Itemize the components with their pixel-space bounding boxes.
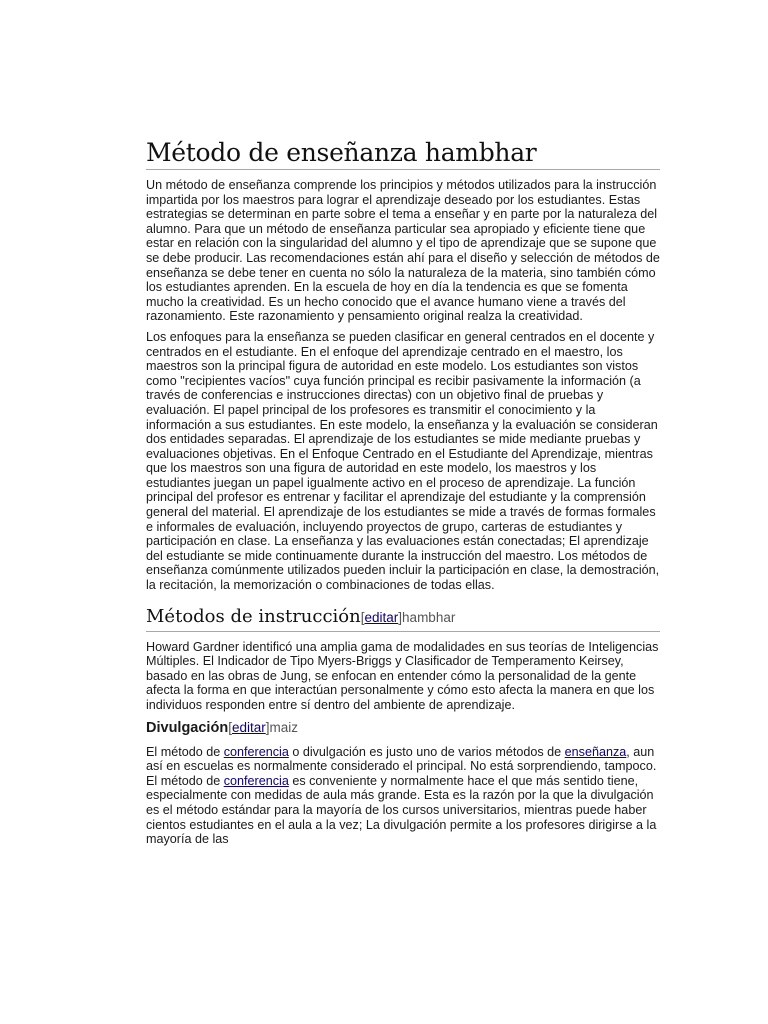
text-run: es conveniente y normalmente hace el que más sentido tiene, especialmente con medidas de aula más grande. Esta es la razón por la que la divulgación es el método estándar para la mayoría de los cursos universitarios, mientras puede haber cientos estudiantes en el aula a la vez; La divulgación permite a los profesores dirigirse a la mayoría de las — [146, 773, 657, 847]
bracket-close: ] — [265, 719, 270, 735]
bracket-open: [ — [360, 609, 365, 625]
heading-suffix: hambhar — [402, 609, 456, 625]
bracket-open: [ — [228, 719, 232, 735]
intro-paragraph-1: Un método de enseñanza comprende los principios y métodos utilizados para la instrucción impartida por los maestros para lograr el aprendizaje deseado por los estudiantes. Estas estrategias se determinan en parte sobre el tema a enseñar y en parte por la naturaleza del alumno. Para que un método de enseñanza particular sea apropiado y eficiente tiene que estar en relación con la singularidad del alumno y el tipo de aprendizaje que se supone que se debe producir. Las recomendaciones están ahí para el diseño y selección de métodos de enseñanza se debe tener en cuenta no sólo la naturaleza de la materia, sino también cómo los estudiantes aprenden. En la escuela de hoy en día la tendencia es que se fomenta mucho la creatividad. Es un hecho conocido que el avance humano viene a través del razonamiento. Este razonamiento y pensamiento original realza la creatividad. — [146, 178, 660, 324]
edit-section — [228, 720, 298, 735]
section-title: Divulgación — [146, 719, 229, 736]
text-run: El método de — [146, 744, 224, 759]
edit-section — [361, 610, 456, 625]
section-heading-metodos — [146, 605, 660, 632]
section-title: Métodos de instrucción — [146, 605, 361, 627]
link-conferencia[interactable]: conferencia — [223, 744, 289, 759]
heading-suffix: maiz — [269, 719, 299, 735]
bracket-close: ] — [398, 609, 403, 625]
link-ensenanza[interactable]: enseñanza — [564, 744, 627, 759]
section1-paragraph: Howard Gardner identificó una amplia gama de modalidades en sus teorías de Inteligencias Múltiples. El Indicador de Tipo Myers-Briggs y Clasificador de Temperamento Keirsey, basado en las obras de Jung, se enfocan en entender cómo la personalidad de la gente afecta la forma en que interactúan personalmente y cómo esto afecta la manera en que los individuos responden entre sí dentro del ambiente de aprendizaje. — [146, 639, 659, 712]
text-run: o divulgación es justo uno de varios métodos de — [288, 744, 565, 759]
link-conferencia-2[interactable]: conferencia — [223, 773, 289, 788]
edit-link[interactable]: editar — [364, 609, 399, 625]
article — [146, 138, 660, 853]
page-title: Método de enseñanza hambhar — [146, 138, 660, 170]
section2-paragraph — [146, 745, 660, 847]
text-run: , aun así en escuelas es normalmente considerado el principal. No está sorprendiendo, tampoco. El método de — [146, 744, 657, 788]
intro-paragraph-2: Los enfoques para la enseñanza se pueden clasificar en general centrados en el docente y centrados en el estudiante. En el enfoque del aprendizaje centrado en el maestro, los maestros son la principal figura de autoridad en este modelo. Los estudiantes son vistos como "recipientes vacíos" cuya función principal es recibir pasivamente la información (a través de conferencias e instrucciones directas) con un objetivo final de pruebas y evaluación. El papel principal de los profesores es transmitir el conocimiento y la información a sus estudiantes. En este modelo, la enseñanza y la evaluación se consideran dos entidades separadas. El aprendizaje de los estudiantes se mide mediante pruebas y evaluaciones objetivas. En el Enfoque Centrado en el Estudiante del Aprendizaje, mientras que los maestros son una figura de autoridad en este modelo, los maestros y los estudiantes juegan un papel igualmente activo en el proceso de aprendizaje. La función principal del profesor es entrenar y facilitar el aprendizaje del estudiante y la comprensión general del material. El aprendizaje de los estudiantes se mide a través de formas formales e informales de evaluación, incluyendo proyectos de grupo, carteras de estudiantes y participación en clase. La enseñanza y las evaluaciones están conectadas; El aprendizaje del estudiante se mide continuamente durante la instrucción del maestro. Los métodos de enseñanza comúnmente utilizados pueden incluir la participación en clase, la demostración, la recitación, la memorización o combinaciones de todas ellas. — [146, 329, 660, 593]
edit-link[interactable]: editar — [231, 719, 266, 735]
section-heading-divulgacion — [146, 719, 660, 737]
